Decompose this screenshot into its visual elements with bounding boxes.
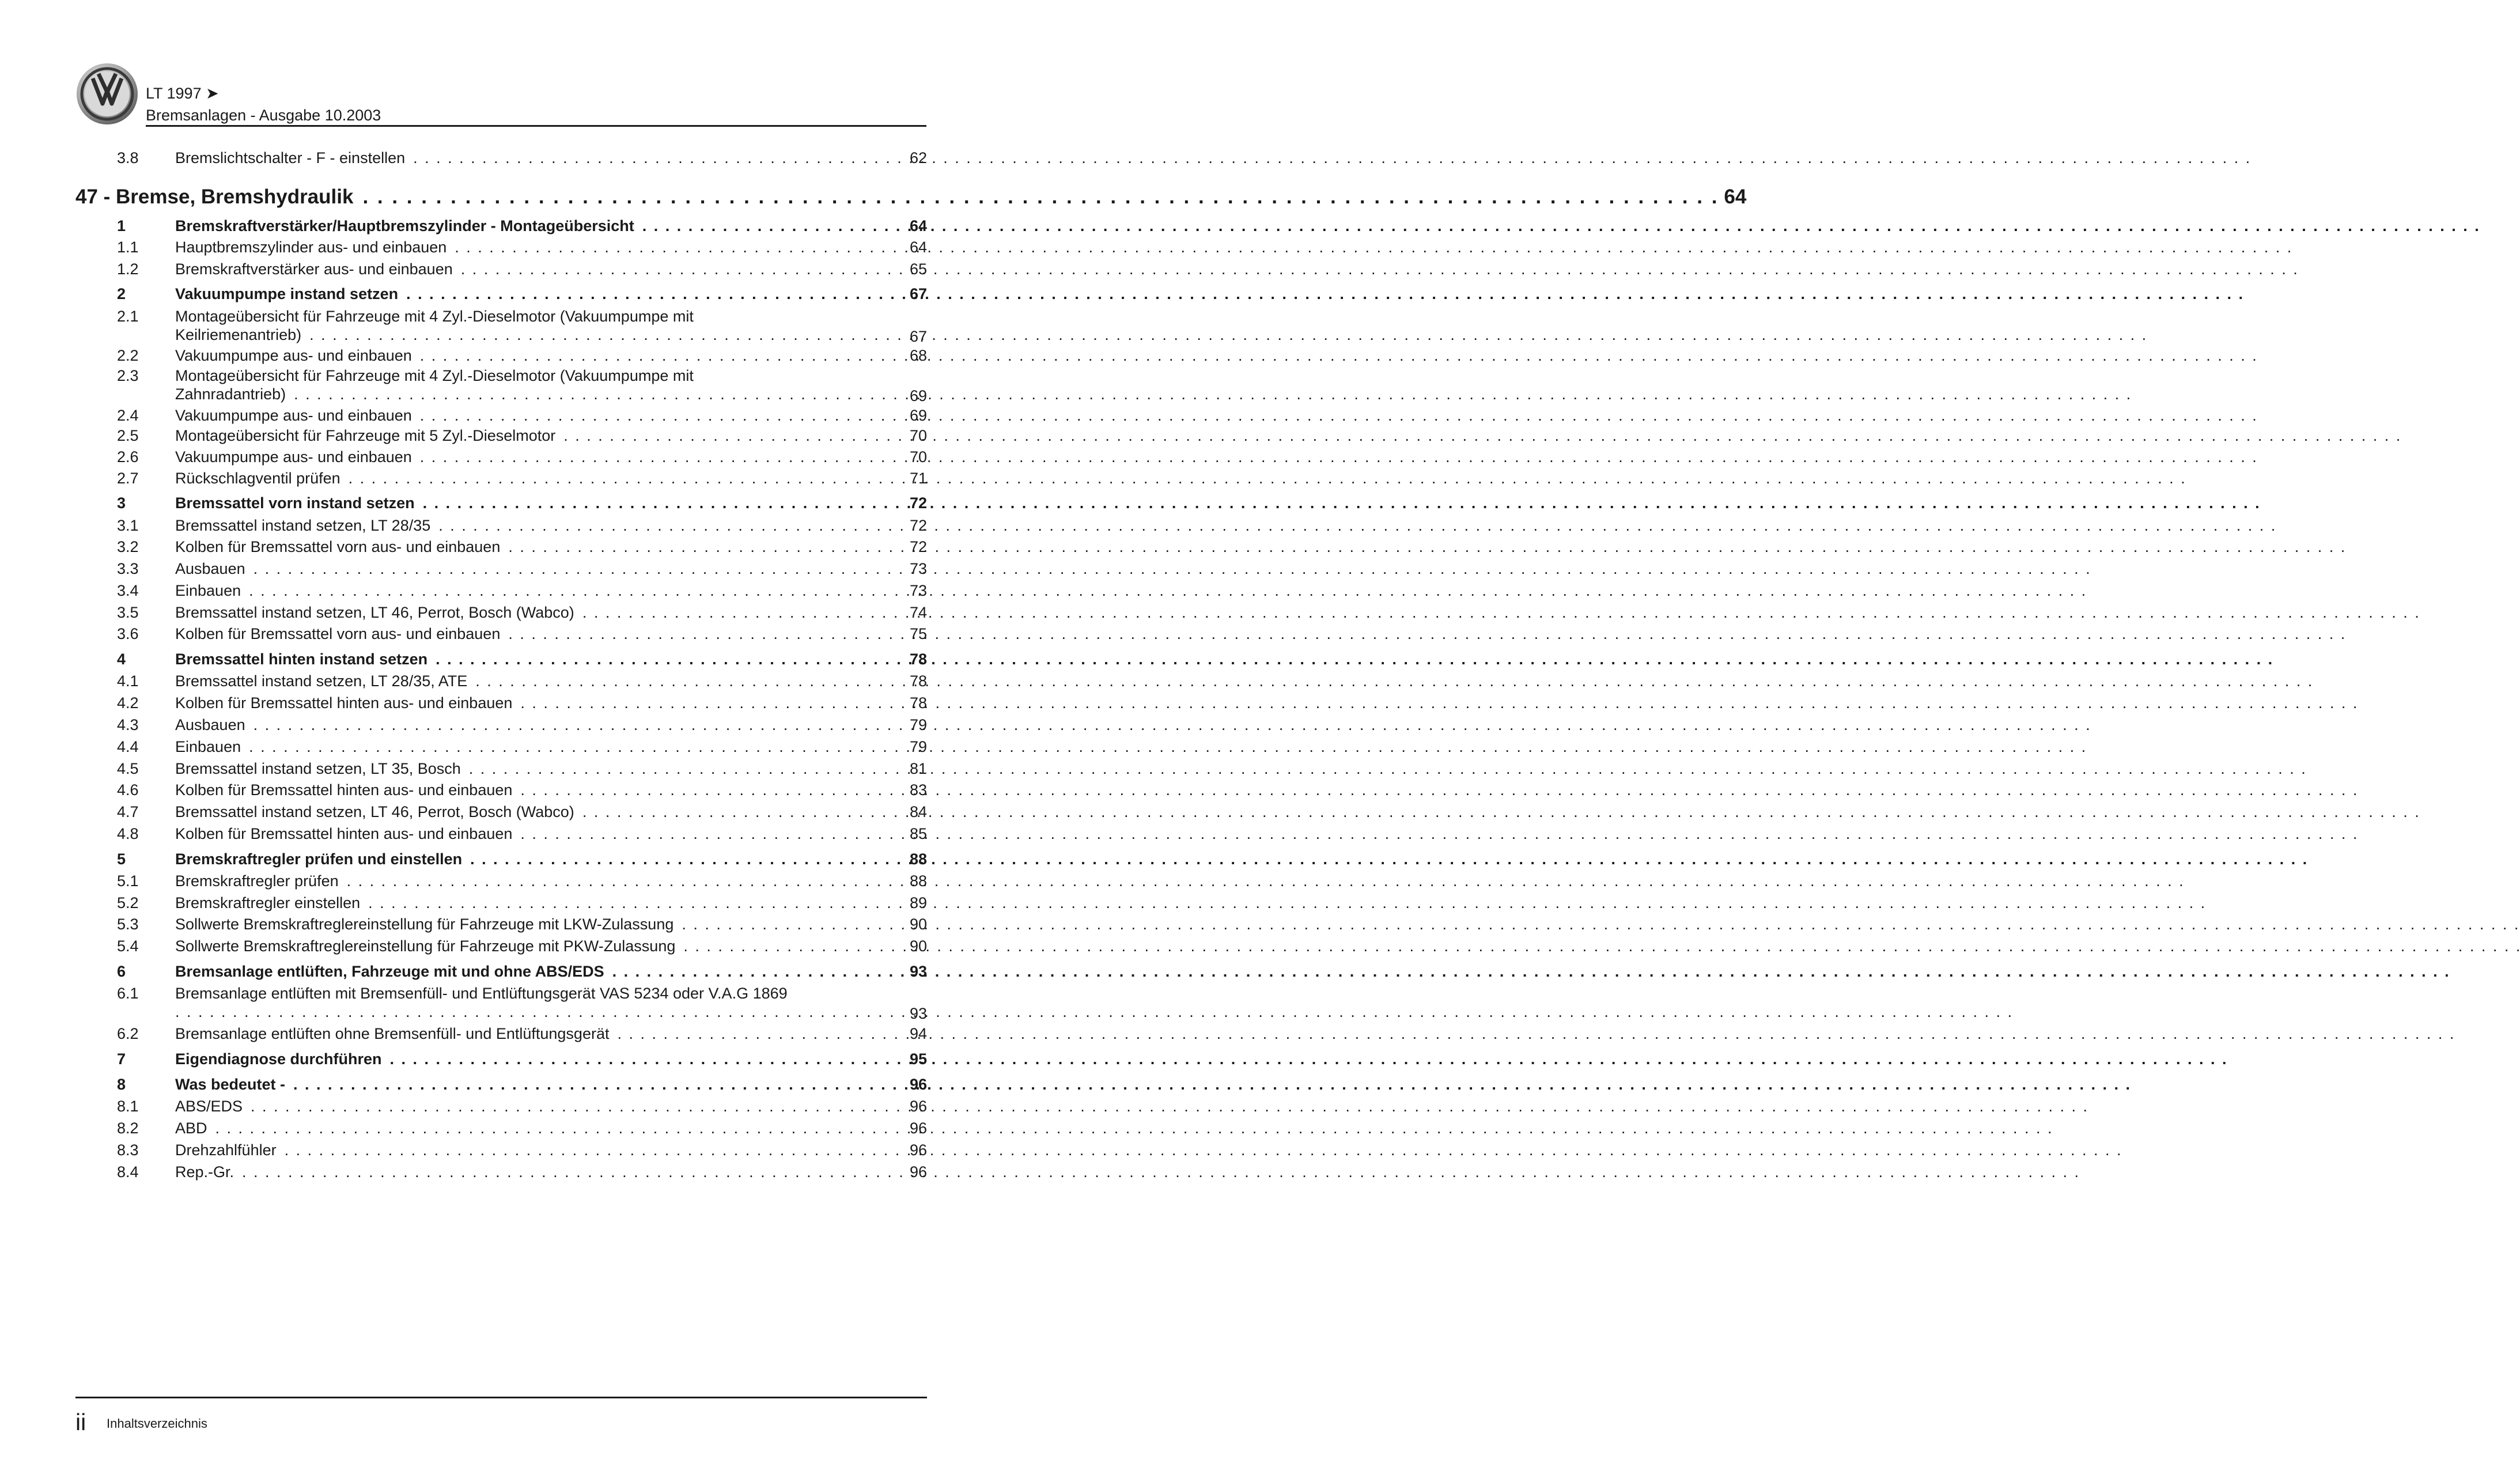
document-subtitle: Bremsanlagen - Ausgabe 10.2003 [146,107,381,124]
entry-number: 4.2 [117,694,139,712]
entry-title: Einbauen [175,582,241,599]
entry-number: 4 [117,650,126,668]
entry-title: Bremsanlage entlüften ohne Bremsenfüll- und Entlüftungsgerät [175,1025,610,1042]
entry-page: 93 [909,963,927,980]
entry-title-line2: Zahnradantrieb) [175,385,286,403]
entry-number: 2.7 [117,470,139,487]
entry-title: Bremssattel instand setzen, LT 46, Perrot, Bosch (Wabco) [175,604,574,621]
entry-number: 8.1 [117,1098,139,1115]
entry-number: 2.2 [117,347,139,364]
entry-page: 84 [909,803,927,820]
entry-number: 6 [117,963,126,980]
entry-title: Kolben für Bremssattel vorn aus- und einbauen [175,625,501,642]
entry-page: 72 [909,494,927,512]
entry-title: Ausbauen [175,560,245,577]
entry-title: Kolben für Bremssattel vorn aus- und einbauen [175,538,501,555]
chapter-heading[interactable] [75,186,1747,209]
footer-section: Inhaltsverzeichnis [107,1416,207,1431]
dot-leader [508,625,2345,643]
dot-leader [175,1003,2012,1021]
entry-page: 96 [909,1163,927,1181]
dot-leader [520,825,2357,843]
entry-page: 85 [909,825,927,842]
entry-page: 81 [909,760,927,777]
entry-number: 3.8 [117,149,139,167]
entry-page: 62 [909,149,927,167]
dot-leader [406,285,2243,303]
dot-leader [436,650,2272,668]
entry-title: Rep.-Gr. [175,1163,234,1181]
entry-number: 8 [117,1076,126,1093]
dot-leader [285,1141,2121,1159]
dot-leader [390,1050,2227,1068]
document-model: LT 1997 ➤ [146,85,219,102]
dot-leader [582,603,2419,622]
entry-number: 8.4 [117,1163,139,1181]
entry-number: 2.4 [117,407,139,424]
entry-page: 73 [909,560,927,577]
entry-title: Bremssattel instand setzen, LT 28/35 [175,517,431,534]
entry-title: Vakuumpumpe aus- und einbauen [175,407,412,424]
entry-title: Kolben für Bremssattel hinten aus- und einbauen [175,825,513,842]
dot-leader [683,937,2520,955]
entry-page: 94 [909,1025,927,1042]
entry-title-line1: Montageübersicht für Fahrzeuge mit 4 Zyl.-Dieselmotor (Vakuumpumpe mit [175,308,694,325]
entry-title: Vakuumpumpe aus- und einbauen [175,347,412,364]
dot-leader [249,581,2086,600]
entry-page: 90 [909,916,927,933]
dot-leader [347,872,2184,890]
entry-title: Bremslichtschalter - F - einstellen [175,149,406,167]
entry-title: Bremssattel instand setzen, LT 35, Bosch [175,760,461,777]
entry-number: 1.1 [117,239,139,256]
entry-title: Vakuumpumpe aus- und einbauen [175,448,412,466]
entry-number: 4.5 [117,760,139,777]
dot-leader [470,850,2307,868]
entry-number: 4.8 [117,825,139,842]
footer-rule [75,1397,927,1398]
entry-title: Bremskraftregler einstellen [175,894,361,912]
entry-number: 6.2 [117,1025,139,1042]
entry-title: Ausbauen [175,716,245,733]
entry-page: 83 [909,781,927,799]
entry-title-line2: Keilriemenantrieb) [175,326,302,343]
entry-title: ABD [175,1120,207,1137]
dot-leader [294,385,2131,403]
dot-leader [413,149,2250,167]
entry-number: 5.2 [117,894,139,912]
entry-title: Bremskraftverstärker/Hauptbremszylinder - Montageübersicht [175,217,634,235]
chapter-title: 47 - Bremse, Bremshydraulik [75,186,354,208]
entry-page: 79 [909,716,927,733]
entry-page: 73 [909,582,927,599]
dot-leader [420,406,2257,425]
dot-leader [215,1119,2052,1137]
dot-leader [253,559,2090,578]
dot-leader [582,803,2419,821]
entry-page: 75 [909,625,927,642]
entry-number: 1 [117,217,126,235]
dot-leader [253,716,2090,734]
entry-page: 79 [909,738,927,755]
dot-leader [251,1097,2087,1115]
entry-number: 5.4 [117,937,139,955]
entry-title: Sollwerte Bremskraftreglereinstellung für Fahrzeuge mit LKW-Zulassung [175,916,674,933]
dot-leader [508,538,2345,556]
entry-page: 96 [909,1076,927,1093]
entry-page: 78 [909,650,927,668]
entry-page: 96 [909,1120,927,1137]
entry-page: 78 [909,672,927,690]
entry-number: 8.3 [117,1141,139,1159]
entry-number: 4.6 [117,781,139,799]
entry-title: Bremsanlage entlüften, Fahrzeuge mit und ohne ABS/EDS [175,963,604,980]
entry-number: 3.4 [117,582,139,599]
dot-leader [461,260,2298,278]
entry-page: 88 [909,872,927,890]
entry-page: 67 [909,328,927,345]
dot-leader [455,238,2291,256]
entry-page: 70 [909,448,927,466]
dot-leader [368,894,2205,912]
dot-leader [438,516,2275,535]
entry-page: 96 [909,1098,927,1115]
entry-number: 7 [117,1050,126,1068]
entry-title: Einbauen [175,738,241,755]
entry-number: 3.2 [117,538,139,555]
entry-page: 90 [909,937,927,955]
entry-number: 5 [117,850,126,868]
entry-page: 65 [909,260,927,278]
dot-leader [520,781,2357,799]
entry-title: Bremssattel instand setzen, LT 28/35, ATE [175,672,468,690]
vw-logo [75,62,139,126]
dot-leader [309,326,2146,344]
dot-leader [249,738,2086,756]
entry-title: Kolben für Bremssattel hinten aus- und einbauen [175,694,513,712]
entry-page: 95 [909,1050,927,1068]
entry-page: 74 [909,604,927,621]
entry-number: 2.1 [117,308,139,325]
entry-title: Bremssattel hinten instand setzen [175,650,428,668]
entry-number: 2.5 [117,427,139,444]
entry-page: 93 [909,1005,927,1022]
entry-page: 67 [909,285,927,302]
entry-number: 5.3 [117,916,139,933]
entry-title: Drehzahlfühler [175,1141,277,1159]
entry-number: 3.6 [117,625,139,642]
entry-page: 70 [909,427,927,444]
dot-leader [423,494,2260,512]
entry-title: Was bedeutet - [175,1076,286,1093]
entry-title: Bremssattel instand setzen, LT 46, Perrot, Bosch (Wabco) [175,803,574,820]
entry-page: 69 [909,407,927,424]
dot-leader [612,962,2449,981]
chapter-page: 64 [1724,186,1747,208]
entry-title: Bremskraftverstärker aus- und einbauen [175,260,453,278]
entry-title: Hauptbremszylinder aus- und einbauen [175,239,447,256]
entry-number: 3.1 [117,517,139,534]
entry-number: 1.2 [117,260,139,278]
entry-page: 78 [909,694,927,712]
entry-page: 89 [909,894,927,912]
entry-title: Rückschlagventil prüfen [175,470,340,487]
entry-number: 4.4 [117,738,139,755]
entry-page: 72 [909,538,927,555]
dot-leader [242,1163,2079,1181]
entry-number: 2.3 [117,367,139,384]
entry-page: 64 [909,217,927,235]
entry-number: 3.3 [117,560,139,577]
dot-leader [362,186,1717,209]
entry-title: Eigendiagnose durchführen [175,1050,382,1068]
entry-page: 71 [909,470,927,487]
entry-page: 64 [909,239,927,256]
entry-title-line1: Montageübersicht für Fahrzeuge mit 4 Zyl.-Dieselmotor (Vakuumpumpe mit [175,367,694,384]
entry-page: 88 [909,850,927,868]
dot-leader [617,1024,2454,1043]
entry-number: 5.1 [117,872,139,890]
dot-leader [469,759,2306,778]
entry-page: 72 [909,517,927,534]
dot-leader [682,915,2518,933]
entry-number: 3.5 [117,604,139,621]
dot-leader [475,672,2312,690]
footer-page-number: ii [75,1409,86,1435]
entry-title: Montageübersicht für Fahrzeuge mit 5 Zyl.-Dieselmotor [175,427,556,444]
entry-number: 8.2 [117,1120,139,1137]
dot-leader [293,1075,2130,1094]
entry-number: 2.6 [117,448,139,466]
entry-page: 96 [909,1141,927,1159]
entry-title: Bremssattel vorn instand setzen [175,494,415,512]
entry-page: 69 [909,387,927,404]
entry-title: Vakuumpumpe instand setzen [175,285,399,302]
entry-page: 68 [909,347,927,364]
entry-number: 4.7 [117,803,139,820]
dot-leader [349,469,2185,487]
entry-number: 3 [117,494,126,512]
entry-title-line1: Bremsanlage entlüften mit Bremsenfüll- und Entlüftungsgerät VAS 5234 oder V.A.G 1869 [175,985,788,1002]
entry-title: Sollwerte Bremskraftreglereinstellung für Fahrzeuge mit PKW-Zulassung [175,937,676,955]
entry-title: Bremskraftregler prüfen [175,872,339,890]
entry-title: Bremskraftregler prüfen und einstellen [175,850,463,868]
entry-title: ABS/EDS [175,1098,243,1115]
dot-leader [420,346,2257,365]
entry-number: 4.3 [117,716,139,733]
entry-title: Kolben für Bremssattel hinten aus- und einbauen [175,781,513,799]
header-rule [146,125,926,127]
entry-number: 6.1 [117,985,139,1002]
dot-leader [420,448,2257,466]
dot-leader [520,694,2357,712]
entry-number: 4.1 [117,672,139,690]
dot-leader [563,426,2400,445]
entry-number: 2 [117,285,126,302]
